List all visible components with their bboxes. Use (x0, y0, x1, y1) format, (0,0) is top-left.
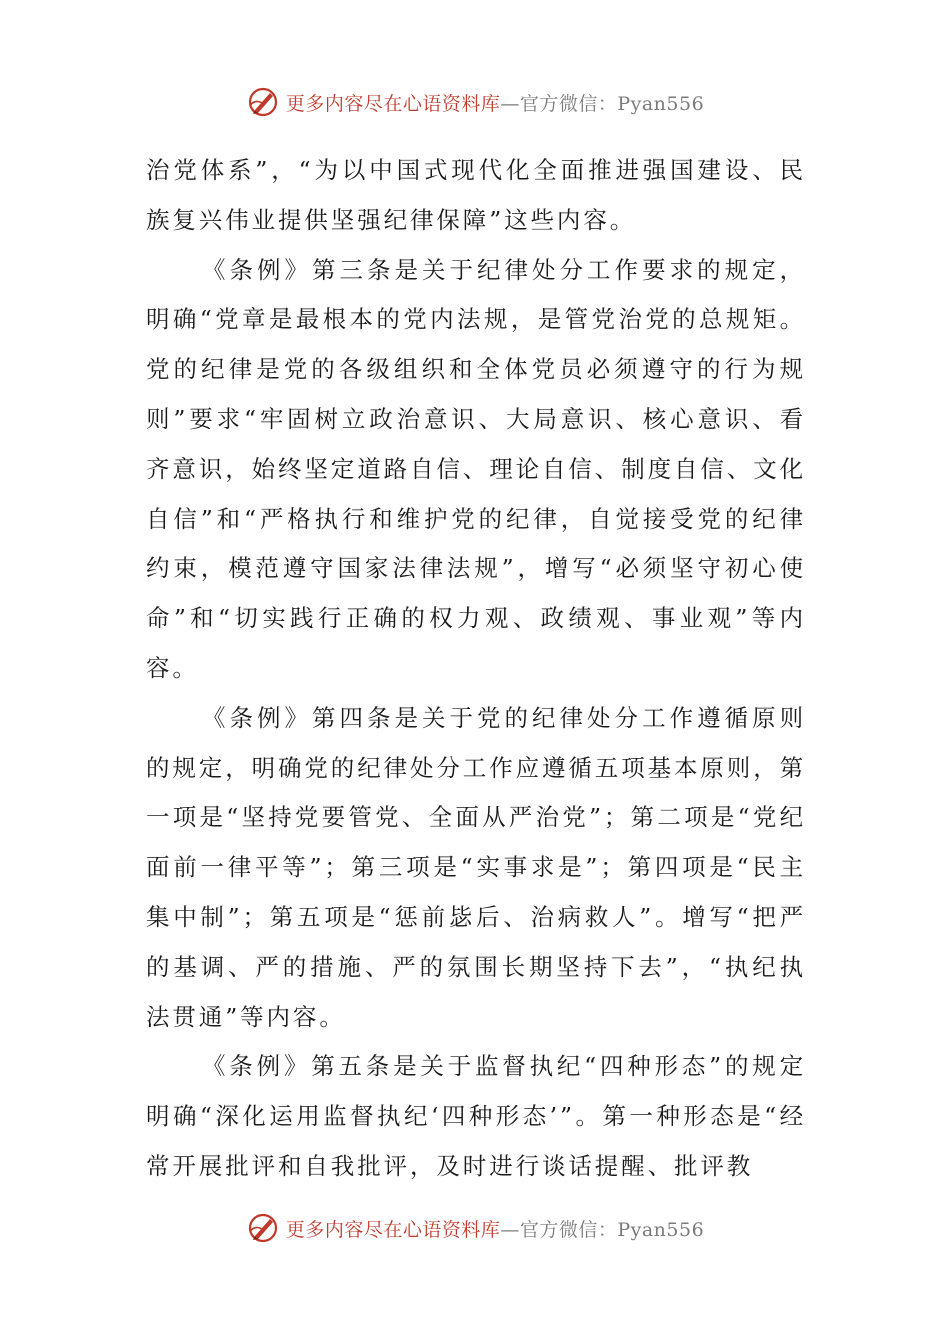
paragraph-article-3: 《条例》第三条是关于纪律处分工作要求的规定，明确“党章是最根本的党内法规，是管党治党的总规矩。党的纪律是党的各级组织和全体党员必须遵守的行为规则”要求“牢固树立政治意识、大局意识、核心意识、看齐意识，始终坚定道路自信、理论自信、制度自信、文化自信”和“严格执行和维护党的纪律，自觉接受党的纪律约束，模范遵守国家法律法规”，增写“必须坚守初心使命”和“切实践行正确的权力观、政绩观、事业观”等内容。 (146, 255, 806, 682)
watermark-text (286, 1215, 704, 1242)
footer-watermark-banner (0, 1208, 950, 1248)
pen-circle-logo-icon (246, 85, 280, 119)
paragraph-continued: 治党体系”，“为以中国式现代化全面推进强国建设、民族复兴伟业提供坚强纪律保障”这些内容。 (146, 156, 806, 234)
paragraph-article-4: 《条例》第四条是关于党的纪律处分工作遵循原则的规定，明确党的纪律处分工作应遵循五项基本原则，第一项是“坚持党要管党、全面从严治党”；第二项是“党纪面前一律平等”；第三项是“实事求是”；第四项是“民主集中制”；第五项是“惩前毖后、治病救人”。增写“把严的基调、严的措施、严的氛围长期坚持下去”，“执纪执法贯通”等内容。 (146, 703, 806, 1031)
document-body (146, 146, 806, 1192)
watermark-site-name: 更多内容尽在心语资料库 (285, 92, 501, 115)
paragraph-article-5: 《条例》第五条是关于监督执纪“四种形态”的规定明确“深化运用监督执纪‘四种形态’”。第一种形态是“经常开展批评和自我批评，及时进行谈话提醒、批评教 (146, 1052, 806, 1180)
pen-circle-logo-icon (246, 1211, 280, 1245)
watermark-wechat: —官方微信：Pyan556 (500, 92, 705, 115)
watermark-text (286, 89, 704, 116)
watermark-wechat: —官方微信：Pyan556 (500, 1218, 705, 1241)
header-watermark-banner (0, 82, 950, 122)
watermark-site-name: 更多内容尽在心语资料库 (285, 1218, 501, 1241)
